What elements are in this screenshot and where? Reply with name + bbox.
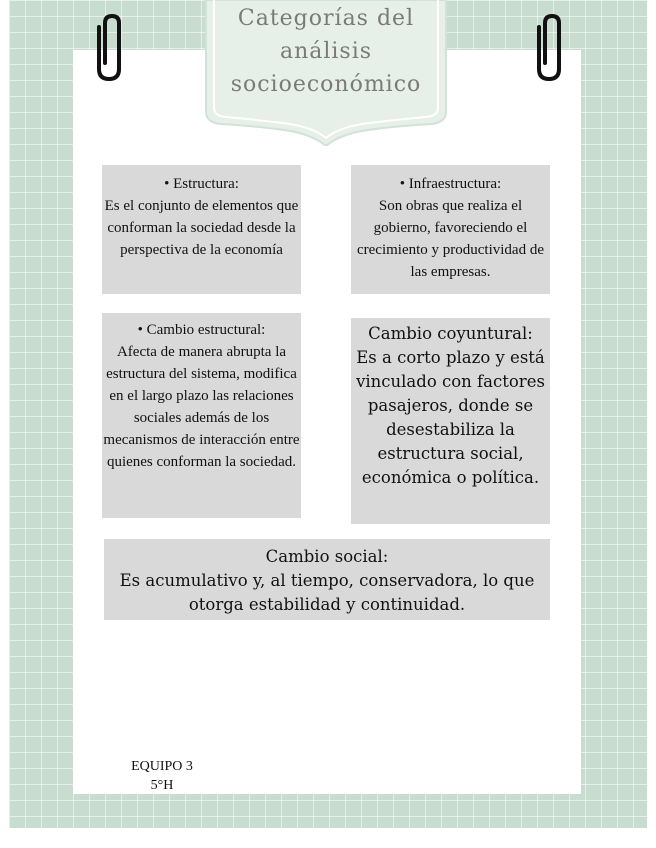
card-body: Es acumulativo y, al tiempo, conservadora, lo que otorga estabilidad y continuidad.	[119, 571, 535, 614]
card-infraestructura	[351, 165, 550, 294]
card-heading: Cambio coyuntural:	[368, 324, 533, 343]
team-label	[112, 757, 212, 795]
card-cambio-coyuntural	[351, 318, 550, 524]
card-cambio-social	[104, 539, 550, 620]
card-body: Son obras que realiza el gobierno, favoreciendo el crecimiento y productividad de las empresas.	[356, 198, 545, 280]
card-body: Es el conjunto de elementos que conforman la sociedad desde la perspectiva de la economía	[104, 198, 299, 258]
card-heading: • Infraestructura:	[399, 176, 502, 192]
card-heading: • Estructura:	[164, 176, 239, 192]
card-body: Es a corto plazo y está vinculado con factores pasajeros, donde se desestabiliza la estructura social, económica o política.	[356, 348, 545, 487]
team-group: 5°H	[150, 778, 174, 793]
paperclip-icon	[531, 13, 567, 83]
paperclip-icon	[91, 13, 127, 83]
card-heading: • Cambio estructural:	[137, 322, 266, 338]
card-estructura	[102, 165, 301, 294]
card-body: Afecta de manera abrupta la estructura del sistema, modifica en el largo plazo las relaciones sociales además de los mecanismos de interacción entre quienes conforman la sociedad.	[103, 344, 300, 470]
card-heading: Cambio social:	[265, 547, 389, 566]
title-line-2: análisis	[279, 39, 373, 64]
title-line-3: socioeconómico	[230, 72, 422, 97]
title-banner	[200, 0, 452, 146]
card-cambio-estructural	[102, 313, 301, 518]
page-title	[200, 2, 452, 101]
title-line-1: Categorías del	[237, 6, 415, 31]
team-name: EQUIPO 3	[131, 759, 193, 774]
